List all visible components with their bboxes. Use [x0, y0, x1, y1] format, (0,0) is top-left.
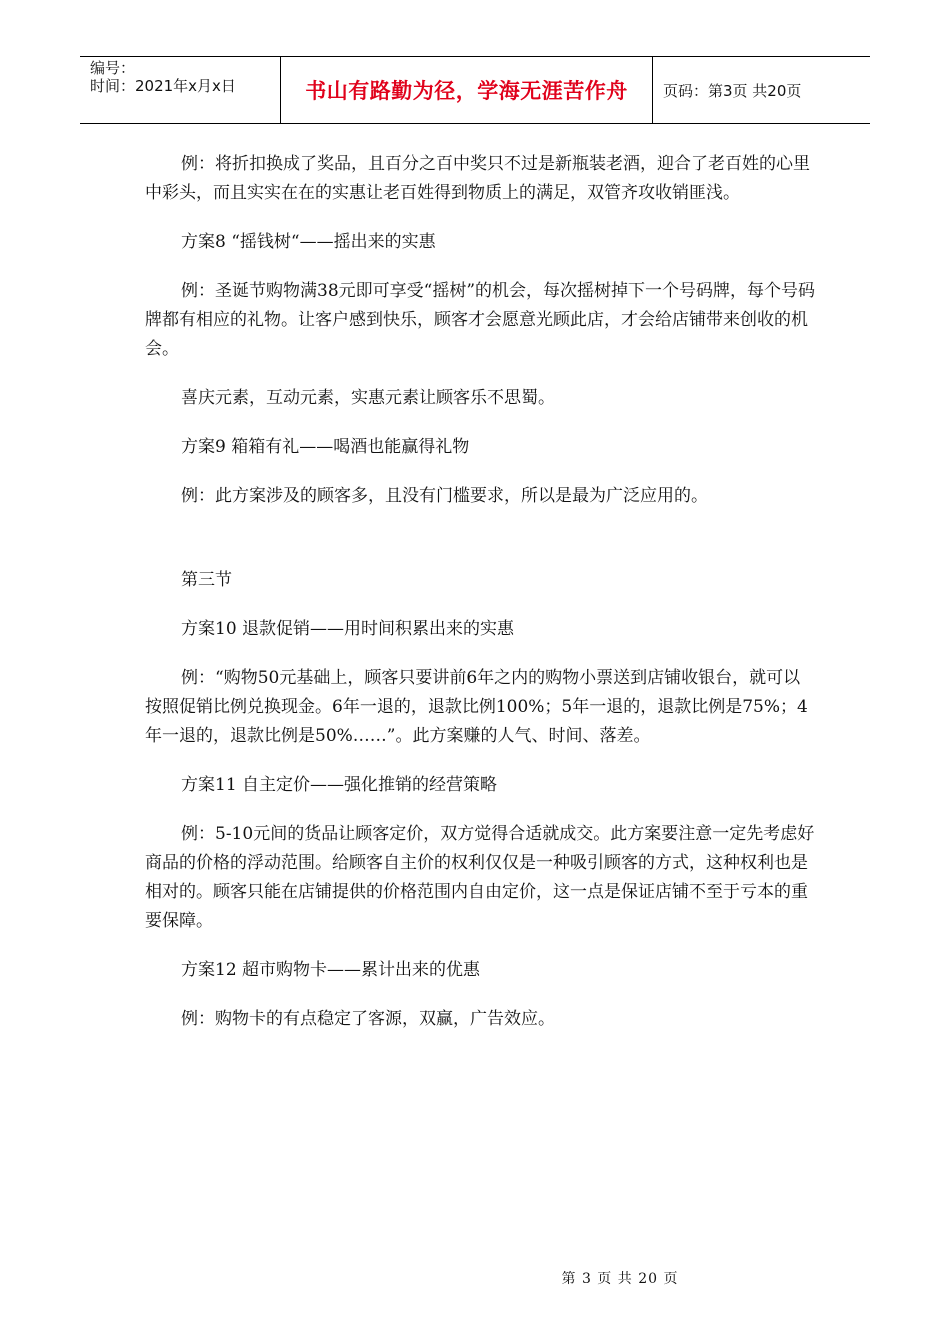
header-meta [80, 57, 281, 123]
page-header [80, 56, 870, 124]
section-heading: 方案9 箱箱有礼——喝酒也能赢得礼物 [181, 437, 470, 457]
paragraph: 例：5-10元间的货品让顾客定价，双方觉得合适就成交。此方案要注意一定先考虑好商品的价格的浮动范围。给顾客自主价的权利仅仅是一种吸引顾客的方式，这种权利也是相对的。顾客只能在店铺提供的价格范围内自由定价，这一点是保证店铺不至于亏本的重要保障。 [145, 824, 815, 931]
page-footer: 第 3 页 共 20 页 [561, 1271, 679, 1287]
document-body [145, 150, 815, 1054]
time-label: 时间：2021年x月x日 [90, 77, 236, 95]
header-motto: 书山有路勤为径，学海无涯苦作舟 [281, 57, 653, 123]
paragraph: 例：圣诞节购物满38元即可享受“摇树”的机会，每次摇树掉下一个号码牌，每个号码牌都有相应的礼物。让客户感到快乐，顾客才会愿意光顾此店，才会给店铺带来创收的机会。 [145, 281, 816, 359]
paragraph: 例：将折扣换成了奖品，且百分之百中奖只不过是新瓶装老酒，迎合了老百姓的心里中彩头，而且实实在在的实惠让老百姓得到物质上的满足，双管齐攻收销匪浅。 [145, 154, 810, 203]
paragraph: 例：“购物50元基础上，顾客只要讲前6年之内的购物小票送到店铺收银台，就可以按照促销比例兑换现金。6年一退的，退款比例100%；5年一退的，退款比例是75%；4年一退的，退款比例是50%……”。此方案赚的人气、时间、落差。 [145, 668, 808, 746]
paragraph: 例：购物卡的有点稳定了客源，双赢，广告效应。 [181, 1009, 555, 1029]
section-heading: 方案10 退款促销——用时间积累出来的实惠 [181, 619, 515, 639]
chapter-heading: 第三节 [181, 570, 232, 590]
section-heading: 方案11 自主定价——强化推销的经营策略 [181, 775, 498, 795]
section-heading: 方案12 超市购物卡——累计出来的优惠 [181, 960, 481, 980]
number-label: 编号： [90, 59, 136, 77]
section-heading: 方案8 “摇钱树“——摇出来的实惠 [181, 232, 436, 252]
paragraph: 喜庆元素，互动元素，实惠元素让顾客乐不思蜀。 [181, 388, 555, 408]
header-page-info: 页码：第3页 共20页 [663, 81, 802, 100]
paragraph: 例：此方案涉及的顾客多，且没有门槛要求，所以是最为广泛应用的。 [181, 486, 708, 506]
